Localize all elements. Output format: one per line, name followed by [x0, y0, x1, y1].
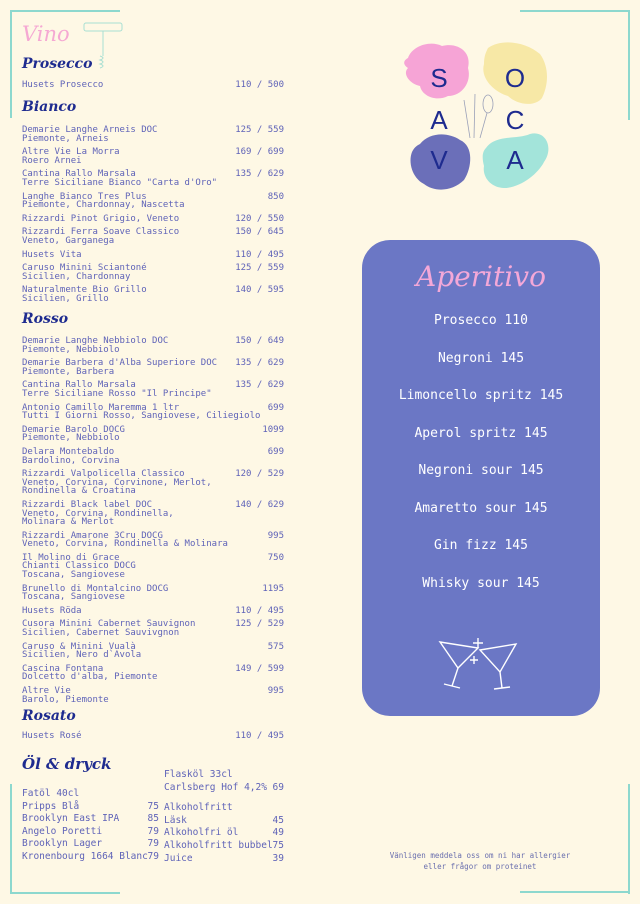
wine-name: Caruso & Minini Vualà	[22, 641, 136, 652]
allergy-note	[380, 850, 580, 872]
wine-price: 120 / 529	[235, 469, 284, 480]
wine-region: Dolcetto d'alba, Piemonte	[22, 672, 158, 683]
drink-row	[22, 801, 159, 814]
cocktail-glasses-icon	[438, 638, 522, 694]
flaskol-heading: Flasköl 33cl	[164, 769, 233, 780]
wine-region: Roero Arnei	[22, 155, 82, 166]
drink-price: 79	[147, 850, 159, 862]
wine-price: 135 / 629	[235, 169, 284, 180]
wine-region: Veneto, Corvina, Corvinone, Merlot,	[22, 477, 212, 488]
wine-item	[22, 264, 284, 281]
wine-name: Demarie Langhe Nebbiolo DOC	[22, 336, 169, 346]
wine-name: Rizzardi Valpolicella Classico	[22, 469, 185, 480]
rosso-list	[22, 337, 284, 709]
allergy-note-line: eller frågor om proteinet	[423, 862, 537, 871]
allergy-note-line: Vänligen meddela oss om ni har allergier	[389, 851, 571, 860]
wine-price: 1195	[262, 583, 284, 594]
aperitivo-item: Amaretto sour 145	[414, 500, 548, 516]
wine-item	[22, 193, 284, 210]
wine-item	[22, 732, 284, 741]
wine-name: Demarie Langhe Arneis DOC	[22, 125, 158, 135]
wine-name: Antonio Camillo Maremma 1 ltr	[22, 402, 180, 413]
wine-price: 120 / 550	[235, 213, 284, 224]
wine-price: 699	[267, 402, 284, 413]
drink-row	[164, 840, 284, 853]
wine-price: 125 / 559	[235, 263, 284, 274]
wine-name: Demarie Barolo DOCG	[22, 424, 125, 435]
aperitivo-item: Gin fizz 145	[434, 538, 528, 553]
drink-price: 69	[272, 781, 284, 793]
wine-price: 110 / 500	[235, 80, 284, 90]
drink-name: Kronenbourg 1664 Blanc	[22, 850, 148, 862]
wine-name: Rizzardi Black label DOC	[22, 499, 153, 510]
wine-item	[22, 426, 284, 443]
wine-name: Cantina Rallo Marsala	[22, 380, 136, 391]
frame-line	[10, 10, 120, 12]
drink-row	[22, 826, 159, 839]
wine-price: 995	[267, 530, 284, 541]
wine-item	[22, 359, 284, 376]
wine-region: Chianti Classico DOCG	[22, 561, 136, 572]
wine-price: 125 / 529	[235, 619, 284, 630]
wine-name: Cusora Minini Cabernet Sauvignon	[22, 619, 196, 630]
drink-name: Brooklyn East IPA	[22, 813, 120, 825]
wine-region: Toscana, Sangiovese	[22, 592, 125, 603]
wine-item	[22, 404, 284, 421]
wine-item	[22, 532, 284, 549]
drink-name: Pripps Blå	[22, 800, 80, 812]
drink-row	[164, 853, 284, 866]
wine-name: Husets Rosé	[22, 731, 82, 741]
aperitivo-item: Aperol spritz 145	[414, 425, 548, 441]
drink-row	[164, 815, 284, 828]
savoca-logo	[400, 38, 550, 197]
fatol-column	[22, 788, 159, 864]
wine-item	[22, 81, 284, 90]
wine-price: 699	[267, 446, 284, 457]
wine-region: Piemonte, Chardonnay, Nascetta	[22, 200, 185, 211]
drinks-column	[164, 769, 284, 865]
drink-name: Angelo Poretti	[22, 825, 103, 837]
drink-name: Brooklyn Lager	[22, 838, 103, 850]
wine-price: 149 / 599	[235, 663, 284, 674]
wine-name: Cantina Rallo Marsala	[22, 169, 136, 180]
wine-region: Barolo, Piemonte	[22, 694, 109, 705]
wine-region: Sicilien, Chardonnay	[22, 271, 131, 282]
wine-item	[22, 286, 284, 303]
logo-letter: A	[430, 105, 448, 135]
drink-price: 75	[272, 839, 284, 851]
drink-name: Juice	[164, 852, 193, 864]
frame-line	[520, 10, 630, 12]
wine-name: Delara Montebaldo	[22, 446, 115, 457]
wine-name: Cascina Fontana	[22, 663, 104, 674]
drink-name: Carlsberg Hof 4,2%	[164, 781, 267, 793]
wine-name: Husets Röda	[22, 605, 82, 616]
wine-price: 135 / 629	[235, 358, 284, 369]
wine-name: Rizzardi Amarone 3Cru DOCG	[22, 530, 163, 541]
wine-item	[22, 643, 284, 660]
frame-line	[628, 784, 630, 894]
drink-name: Alkoholfri öl	[164, 827, 239, 839]
section-title-rosato: Rosato	[22, 708, 76, 724]
drink-price: 39	[272, 852, 284, 864]
logo-letter: O	[504, 63, 526, 93]
wine-region: Terre Siciliane Rosso "Il Principe"	[22, 388, 212, 399]
wine-price: 135 / 629	[235, 380, 284, 391]
wine-item	[22, 501, 284, 527]
wine-item	[22, 665, 284, 682]
wine-region: Molinara & Merlot	[22, 517, 115, 528]
wine-name: Langhe Bianco Tres Plus	[22, 191, 147, 202]
drink-row	[164, 827, 284, 840]
wine-item	[22, 620, 284, 637]
wine-price: 110 / 495	[235, 249, 284, 260]
wine-price: 140 / 629	[235, 499, 284, 510]
wine-item	[22, 148, 284, 165]
wine-price: 575	[267, 641, 284, 652]
wine-region: Piemonte, Nebbiolo	[22, 344, 120, 355]
drink-price: 75	[147, 800, 159, 812]
wine-region: Toscana, Sangiovese	[22, 570, 125, 581]
wine-name: Rizzardi Ferra Soave Classico	[22, 227, 180, 238]
wine-price: 1099	[262, 424, 284, 435]
alkoholfritt-heading: Alkoholfritt	[164, 802, 233, 814]
drink-row	[22, 838, 159, 851]
wine-name: Rizzardi Pinot Grigio, Veneto	[22, 213, 180, 224]
wine-price: 750	[267, 552, 284, 563]
wine-item	[22, 687, 284, 704]
wine-region: Veneto, Corvina, Rondinella & Molinara	[22, 539, 228, 550]
wine-price: 110 / 495	[235, 605, 284, 616]
wine-item	[22, 251, 284, 260]
frame-line	[10, 10, 12, 118]
drink-row	[22, 851, 159, 864]
wine-item	[22, 448, 284, 465]
drink-price: 85	[147, 813, 159, 825]
wine-item	[22, 381, 284, 398]
wine-item	[22, 470, 284, 496]
wine-name: Husets Vita	[22, 249, 82, 260]
section-title-prosecco: Prosecco	[22, 56, 93, 72]
wine-item	[22, 170, 284, 187]
frame-line	[520, 891, 630, 893]
wine-region: Piemonte, Nebbiolo	[22, 433, 120, 444]
wine-item	[22, 585, 284, 602]
wine-region: Veneto, Garganega	[22, 235, 115, 246]
drink-name: Alkoholfritt bubbel	[164, 839, 273, 851]
aperitivo-item: Whisky sour 145	[422, 575, 540, 591]
drink-price: 79	[147, 825, 159, 837]
aperitivo-panel	[362, 240, 600, 716]
section-title-rosso: Rosso	[22, 311, 69, 327]
drink-price: 79	[147, 838, 159, 850]
wine-region: Piemonte, Arneis	[22, 133, 109, 144]
drink-price: 49	[272, 827, 284, 839]
drink-name: Läsk	[164, 814, 187, 826]
fatol-heading: Fatöl 40cl	[22, 788, 80, 799]
wine-region: Piemonte, Barbera	[22, 366, 115, 377]
wine-price: 995	[267, 686, 284, 696]
wine-name: Altre Vie	[22, 686, 71, 696]
frame-line	[628, 10, 630, 120]
wine-region: Sicilien, Nero d`Avola	[22, 650, 142, 661]
wine-price: 140 / 595	[235, 285, 284, 296]
logo-letter: C	[505, 105, 525, 135]
aperitivo-item: Prosecco 110	[434, 313, 528, 328]
logo-letter: S	[430, 63, 448, 93]
frame-line	[10, 892, 120, 894]
wine-price: 125 / 559	[235, 125, 284, 135]
logo-letter: V	[430, 145, 448, 175]
wine-region: Veneto, Corvina, Rondinella,	[22, 508, 174, 519]
wine-region: Tutti I Giorni Rosso, Sangiovese, Ciliegiolo	[22, 411, 261, 422]
aperitivo-title: Aperitivo	[416, 260, 546, 293]
rosato-list	[22, 732, 284, 746]
wine-region: Sicilien, Grillo	[22, 293, 109, 304]
wine-price: 150 / 649	[235, 336, 284, 346]
wine-price: 850	[267, 191, 284, 202]
bianco-list	[22, 126, 284, 309]
wine-price: 150 / 645	[235, 227, 284, 238]
wine-item	[22, 607, 284, 616]
wine-name: Demarie Barbera d'Alba Superiore DOC	[22, 358, 218, 369]
frame-line	[10, 784, 12, 894]
drink-row	[22, 813, 159, 826]
wine-region: Rondinella & Croatina	[22, 486, 136, 497]
wine-name: Brunello di Montalcino DOCG	[22, 583, 169, 594]
wine-item	[22, 554, 284, 580]
wine-price: 110 / 495	[235, 731, 284, 741]
wine-name: Altre Vie La Morra	[22, 147, 120, 158]
logo-letter: A	[506, 145, 524, 175]
drink-row	[164, 782, 284, 795]
wine-item	[22, 228, 284, 245]
drink-price: 45	[272, 814, 284, 826]
wine-name: Husets Prosecco	[22, 80, 104, 90]
wine-name: Naturalmente Bio Grillo	[22, 285, 147, 296]
wine-price: 169 / 699	[235, 147, 284, 158]
wine-region: Terre Siciliane Bianco "Carta d'Oro"	[22, 177, 218, 188]
aperitivo-item: Negroni sour 145	[418, 463, 544, 478]
wine-name: Il Molino di Grace	[22, 552, 120, 563]
aperitivo-item: Limoncello spritz 145	[398, 388, 564, 403]
vino-title: Vino	[22, 22, 70, 46]
prosecco-list	[22, 81, 284, 95]
wine-region: Sicilien, Cabernet Sauvivgnon	[22, 628, 180, 639]
wine-item	[22, 337, 284, 354]
wine-item	[22, 126, 284, 143]
section-title-bianco: Bianco	[22, 99, 77, 115]
wine-name: Caruso Minini Sciantoné	[22, 263, 147, 274]
wine-item	[22, 215, 284, 224]
wine-region: Bardolino, Corvina	[22, 455, 120, 466]
section-title-ol-dryck: Öl & dryck	[22, 755, 112, 773]
aperitivo-item: Negroni 145	[437, 350, 525, 366]
